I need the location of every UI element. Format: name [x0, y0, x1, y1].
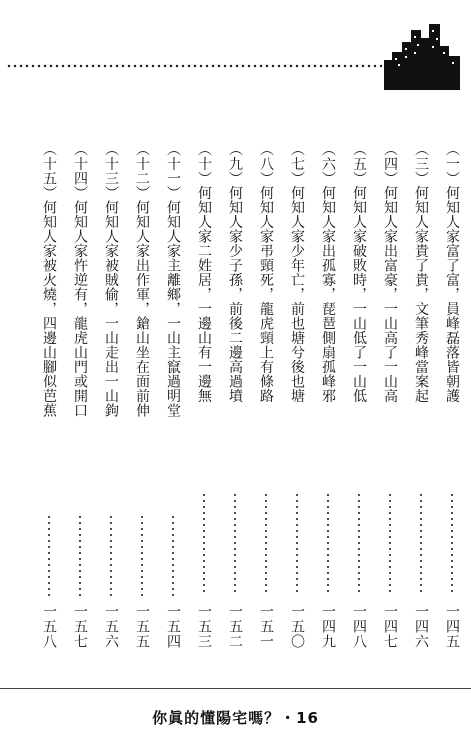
toc-entry-title: （十三）何知人家被賊偷，一山走出一山鉤 — [103, 142, 119, 418]
toc-entry[interactable] — [286, 142, 308, 667]
toc-entry-title: （一）何知人家富了富，員峰磊落皆朝護 — [444, 142, 460, 403]
toc-entry-title: （三）何知人家貴了貴，文筆秀峰當案起 — [413, 142, 429, 403]
toc-entry-page: 一四七 — [382, 604, 398, 649]
toc-entry-page: 一五七 — [72, 604, 88, 649]
toc-dot-leader — [389, 492, 391, 596]
toc-dot-leader — [110, 514, 112, 596]
toc-entry[interactable] — [379, 142, 401, 667]
toc-entry-page: 一五八 — [41, 604, 57, 649]
toc-entry[interactable] — [38, 142, 60, 667]
toc-entry[interactable] — [441, 142, 463, 667]
toc-dot-leader — [203, 492, 205, 596]
toc-entry-page: 一五四 — [165, 604, 181, 649]
toc-dot-leader — [296, 492, 298, 596]
toc-dot-leader — [172, 514, 174, 596]
toc-entry-title: （九）何知人家少子孫，前後二邊高過墳 — [227, 142, 243, 403]
toc-entry-title: （十四）何知人家忤逆有，龍虎山門或開口 — [72, 142, 88, 418]
toc-dot-leader — [79, 514, 81, 596]
toc-entry-page: 一四五 — [444, 604, 460, 649]
toc-entry-page: 一五六 — [103, 604, 119, 649]
toc-entry[interactable] — [131, 142, 153, 667]
toc-dot-leader — [48, 514, 50, 596]
toc-entry-page: 一五五 — [134, 604, 150, 649]
toc-entry-page: 一五〇 — [289, 604, 305, 649]
toc-entry-title: （四）何知人家出富豪，一山高了一山高 — [382, 142, 398, 403]
toc-entry-page: 一四九 — [320, 604, 336, 649]
toc-dot-leader — [358, 492, 360, 596]
header-dotted-rule — [6, 64, 382, 68]
toc-entry[interactable] — [317, 142, 339, 667]
table-of-contents — [38, 142, 463, 667]
toc-entry[interactable] — [100, 142, 122, 667]
toc-dot-leader — [141, 514, 143, 596]
toc-entry-title: （十）何知人家二姓居，一邊山有一邊無 — [196, 142, 212, 403]
toc-entry-page: 一五二 — [227, 604, 243, 649]
toc-entry-page: 一四六 — [413, 604, 429, 649]
toc-entry-page: 一四八 — [351, 604, 367, 649]
toc-dot-leader — [327, 492, 329, 596]
page-footer: 你眞的懂陽宅嗎？・16 — [152, 709, 319, 727]
toc-entry[interactable] — [224, 142, 246, 667]
toc-dot-leader — [265, 492, 267, 596]
toc-entry-title: （五）何知人家破敗時，一山低了一山低 — [351, 142, 367, 403]
toc-dot-leader — [451, 492, 453, 596]
toc-dot-leader — [234, 492, 236, 596]
toc-entry[interactable] — [255, 142, 277, 667]
toc-entry[interactable] — [193, 142, 215, 667]
toc-entry[interactable] — [162, 142, 184, 667]
toc-entry-title: （七）何知人家少年亡，前也塘兮後也塘 — [289, 142, 305, 403]
toc-entry[interactable] — [410, 142, 432, 667]
toc-entry-title: （十二）何知人家出作軍，鎗山坐在面前伸 — [134, 142, 150, 418]
toc-entry[interactable] — [69, 142, 91, 667]
toc-entry[interactable] — [348, 142, 370, 667]
toc-dot-leader — [420, 492, 422, 596]
toc-entry-title: （十五）何知人家被火燒，四邊山腳似芭蕉 — [41, 142, 57, 418]
toc-entry-title: （十一）何知人家主離鄉，一山主竄過明堂 — [165, 142, 181, 418]
city-skyline-icon — [384, 22, 460, 90]
footer-rule — [0, 688, 471, 689]
toc-entry-title: （八）何知人家弔頸死，龍虎頸上有條路 — [258, 142, 274, 403]
toc-entry-page: 一五一 — [258, 604, 274, 649]
toc-entry-title: （六）何知人家出孤寡，琵琶側扇孤峰邪 — [320, 142, 336, 403]
toc-entry-page: 一五三 — [196, 604, 212, 649]
